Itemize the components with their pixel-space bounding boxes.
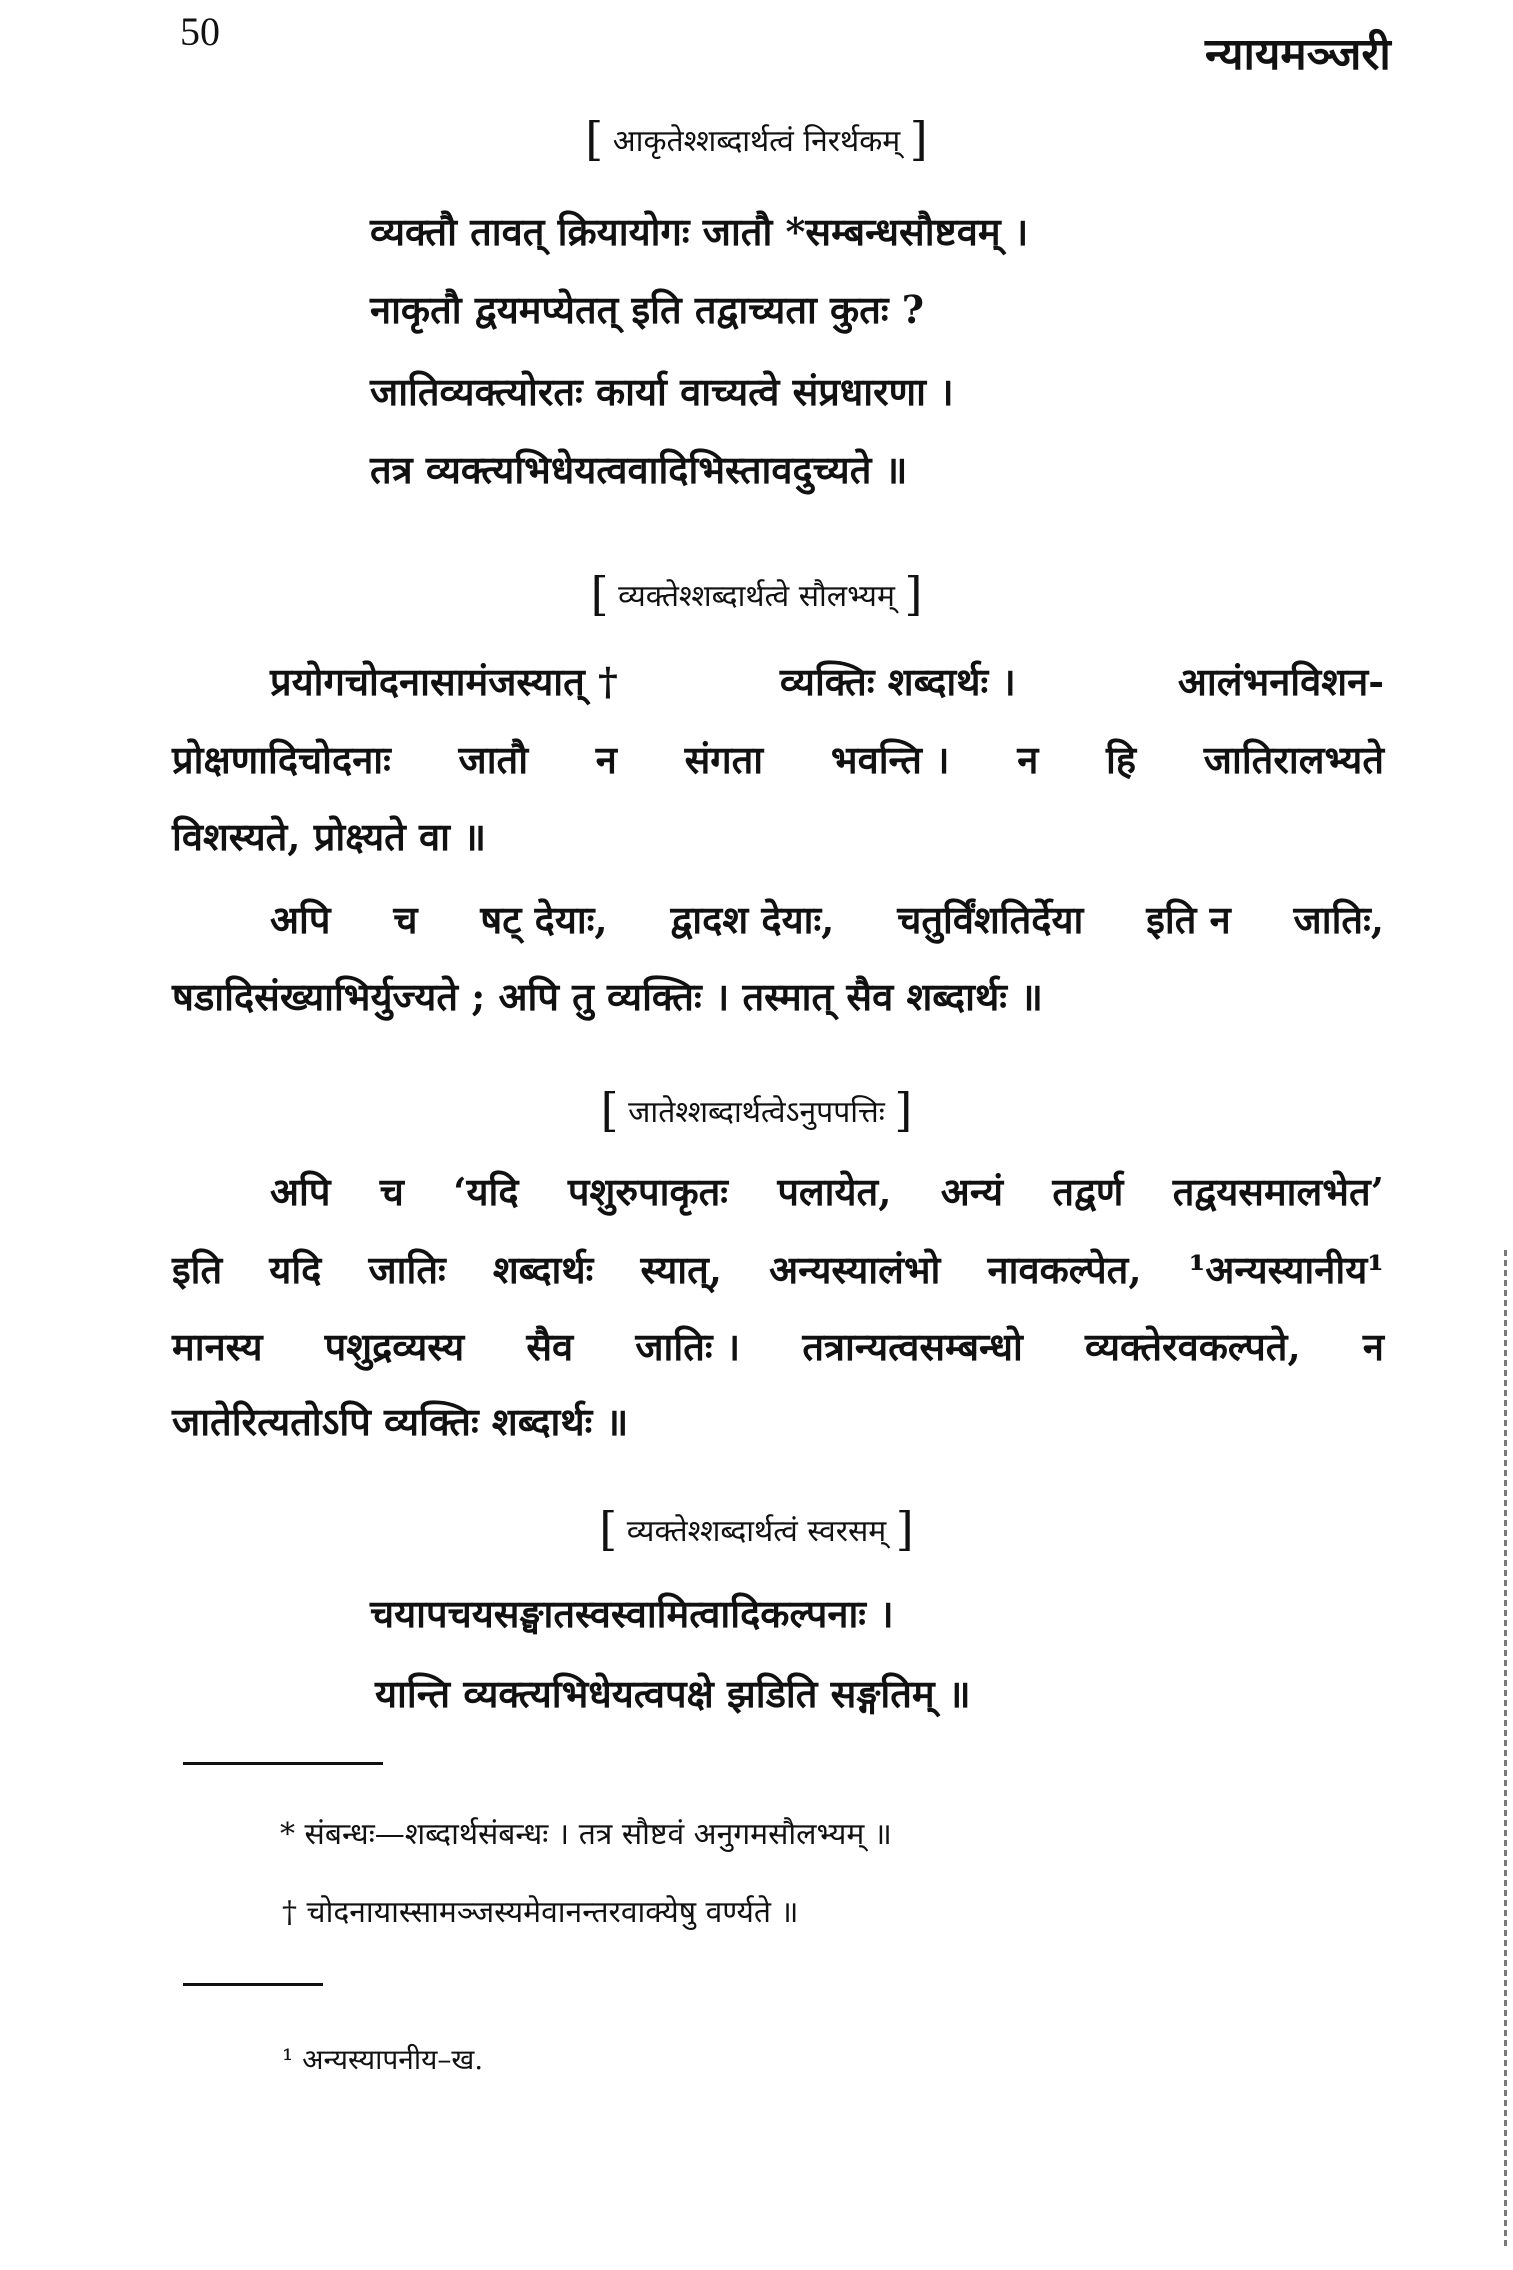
verse-line: जातिव्यक्त्योरतः कार्या वाच्यत्वे संप्रधारणा । (370, 369, 954, 414)
section-heading-text: आकृतेश्शब्दार्थत्वं निरर्थकम् (612, 124, 901, 159)
footnote-rule (183, 1762, 383, 1765)
word: अपि (270, 897, 331, 942)
word: पशुरुपाकृतः (567, 1169, 728, 1214)
word: च (379, 1169, 404, 1214)
bracket-close: ] (895, 1502, 914, 1556)
paragraph-line: विशस्यते, प्रोक्ष्यते वा ॥ (172, 814, 487, 859)
word: अपि (270, 1169, 331, 1214)
bracket-open: [ (590, 567, 609, 621)
section-heading-text: जातेश्शब्दार्थत्वेऽनुपपत्तिः (628, 1095, 885, 1130)
word: प्रयोगचोदनासामंजस्यात् † (270, 659, 618, 704)
word: पशुद्रव्यस्य (324, 1324, 465, 1369)
word: च (393, 897, 418, 942)
paragraph-line (172, 1320, 1384, 1372)
bracket-open: [ (585, 112, 604, 166)
word: न (1017, 737, 1039, 782)
bracket-close: ] (904, 567, 923, 621)
word: न (595, 737, 617, 782)
paragraph-line (270, 893, 1384, 945)
paragraph-line (172, 733, 1384, 785)
word: ¹अन्यस्यानीय¹ (1188, 1247, 1384, 1292)
word: तत्रान्यत्वसम्बन्धो (802, 1324, 1023, 1369)
word: हि (1106, 737, 1137, 782)
word: जातिः, (1293, 897, 1384, 942)
page-edge (1504, 1250, 1507, 2250)
section-heading (0, 567, 1513, 621)
word: अन्यस्यालंभो (769, 1247, 941, 1292)
word: पलायेत, (777, 1169, 892, 1214)
paragraph-line (270, 655, 1384, 707)
word: जातिः । (635, 1324, 741, 1369)
word: व्यक्तेरवकल्पते, (1084, 1324, 1301, 1369)
word: सैव (526, 1324, 574, 1369)
paragraph-line (270, 1165, 1384, 1217)
section-heading (0, 112, 1513, 166)
running-title: न्यायमञ्जरी (1205, 29, 1391, 80)
section-heading (0, 1502, 1513, 1556)
footnote-star: * संबन्धः—शब्दार्थसंबन्धः । तत्र सौष्टवं अनुगमसौलभ्यम् ॥ (280, 1817, 892, 1852)
word: व्यक्तिः शब्दार्थः । (779, 659, 1016, 704)
word: इति न (1146, 897, 1231, 942)
word: चतुर्विंशतिर्देया (897, 897, 1084, 942)
word: शब्दार्थः (492, 1247, 594, 1292)
paragraph-line (172, 1243, 1384, 1295)
verse-line: तत्र व्यक्त्यभिधेयत्ववादिभिस्तावदुच्यते ॥ (370, 447, 908, 492)
verse-line: व्यक्तौ तावत् क्रियायोगः जातौ *सम्बन्धसौष्टवम् । (370, 209, 1029, 254)
word: जातिरालभ्यते (1203, 737, 1384, 782)
bracket-open: [ (600, 1083, 619, 1137)
word: षट् देयाः, (480, 897, 608, 942)
word: जातिः (368, 1247, 446, 1292)
word: संगता (684, 737, 764, 782)
verse-line: चयापचयसङ्घातस्वस्वामित्वादिकल्पनाः । (370, 1591, 894, 1636)
word: यदि (269, 1247, 322, 1292)
word: मानस्य (172, 1324, 263, 1369)
word: द्वादश देयाः, (670, 897, 835, 942)
variant-rule (183, 1983, 323, 1986)
word: भवन्ति । (830, 737, 950, 782)
page-number: 50 (180, 9, 220, 54)
word: इति (172, 1247, 223, 1292)
paragraph-line: जातेरित्यतोऽपि व्यक्तिः शब्दार्थः ॥ (172, 1399, 629, 1444)
word: तद्वर्ण (1052, 1169, 1124, 1214)
section-heading (0, 1083, 1513, 1137)
word: न (1362, 1324, 1384, 1369)
verse-line: नाकृतौ द्वयमप्येतत् इति तद्वाच्यता कुतः ? (370, 287, 925, 332)
variant-note: ¹ अन्यस्यापनीय–ख. (282, 2043, 484, 2076)
paragraph-line: षडादिसंख्याभिर्युज्यते ; अपि तु व्यक्तिः । तस्मात् सैव शब्दार्थः ॥ (172, 974, 1043, 1019)
bracket-open: [ (599, 1502, 618, 1556)
bracket-close: ] (894, 1083, 913, 1137)
footnote-dagger: † चोदनायास्सामञ्जस्यमेवानन्तरवाक्येषु वर्ण्यते ॥ (282, 1895, 799, 1930)
word: आलंभनविशन- (1177, 659, 1384, 704)
word: जातौ (458, 737, 529, 782)
word: स्यात्, (640, 1247, 722, 1292)
section-heading-text: व्यक्तेश्शब्दार्थत्वं स्वरसम् (626, 1514, 887, 1549)
word: नावकल्पेत, (987, 1247, 1142, 1292)
word: प्रोक्षणादिचोदनाः (172, 737, 391, 782)
word: तद्वयसमालभेत’ (1172, 1169, 1384, 1214)
verse-line: यान्ति व्यक्त्यभिधेयत्वपक्षे झडिति सङ्गतिम् ॥ (375, 1671, 971, 1716)
word: ‘यदि (453, 1169, 519, 1214)
section-heading-text: व्यक्तेश्शब्दार्थत्वे सौलभ्यम् (618, 579, 895, 614)
bracket-close: ] (909, 112, 928, 166)
word: अन्यं (940, 1169, 1004, 1214)
